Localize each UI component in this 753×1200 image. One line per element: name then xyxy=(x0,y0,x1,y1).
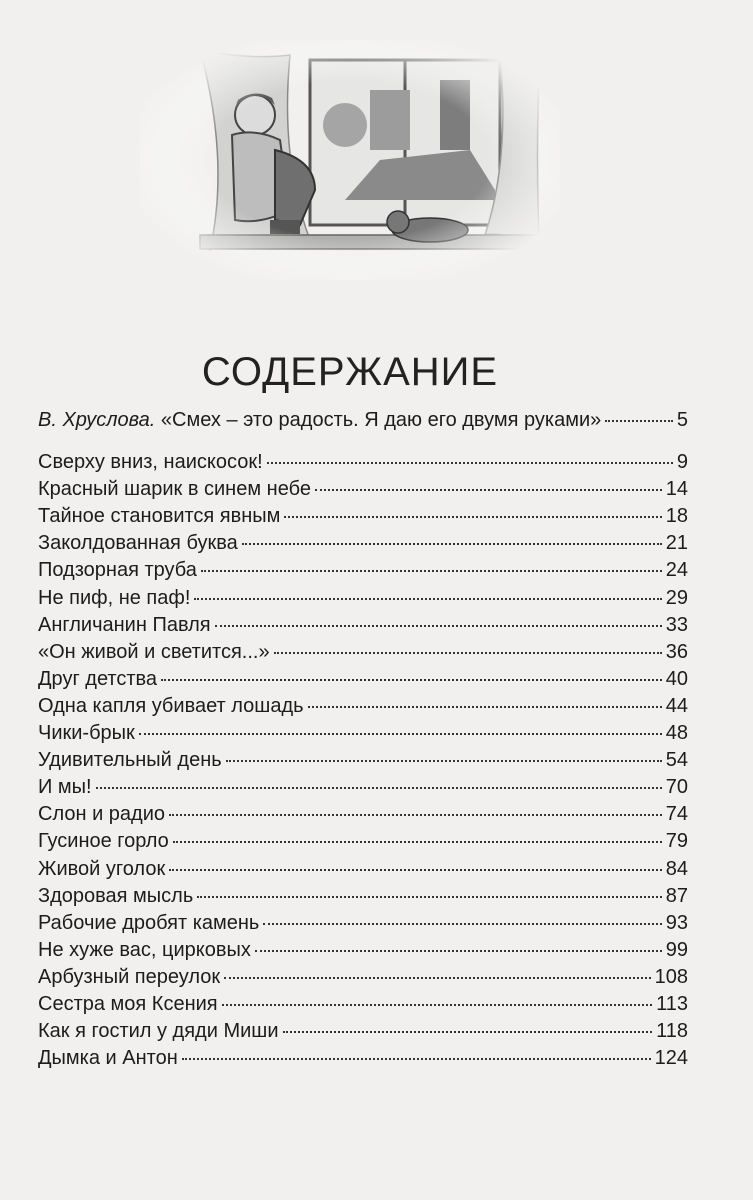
dot-leader xyxy=(242,543,662,545)
intro-author: В. Хруслова. xyxy=(38,409,156,431)
toc-entry-page: 99 xyxy=(665,938,688,961)
toc-intro-label xyxy=(38,408,601,432)
toc-entry xyxy=(38,558,688,582)
dot-leader xyxy=(267,462,673,464)
toc-entry-page: 29 xyxy=(665,586,688,609)
toc-entry xyxy=(38,450,688,474)
toc-entry-title: «Он живой и светится...» xyxy=(38,640,270,663)
dot-leader xyxy=(274,652,662,654)
dot-leader xyxy=(226,760,662,762)
toc-entry-title: Подзорная труба xyxy=(38,559,197,582)
toc-entry xyxy=(38,748,688,772)
toc-entry-title: Арбузный переулок xyxy=(38,965,221,988)
toc-entry xyxy=(38,992,688,1016)
dot-leader xyxy=(222,1004,653,1006)
toc-entry-title: Одна капля убивает лошадь xyxy=(38,694,304,717)
intro-title: «Смех – это радость. Я даю его двумя руками» xyxy=(160,409,602,431)
toc-entry-title: Удивительный день xyxy=(38,749,222,772)
toc-entry-page: 93 xyxy=(665,911,688,934)
toc-entry-title: Не хуже вас, цирковых xyxy=(38,938,251,961)
toc-entry-page: 9 xyxy=(676,451,688,473)
toc-entry-page: 108 xyxy=(654,965,688,988)
toc-entry-title: Друг детства xyxy=(38,667,158,690)
dot-leader xyxy=(96,787,662,789)
toc-entry-page: 118 xyxy=(656,1020,688,1043)
dot-leader xyxy=(139,733,662,735)
toc-intro-row xyxy=(38,408,688,432)
toc-entry-title: Заколдованная буква xyxy=(38,532,238,555)
toc-entry-page: 124 xyxy=(654,1047,688,1070)
toc-entry xyxy=(38,613,688,637)
toc-entry-title: Гусиное горло xyxy=(38,830,169,853)
toc-entry-page: 79 xyxy=(665,830,688,853)
toc-entry-title: Рабочие дробят камень xyxy=(38,911,260,934)
toc-entry-page: 74 xyxy=(665,803,688,826)
toc-entry-title: Не пиф, не паф! xyxy=(38,586,191,609)
toc-entry xyxy=(38,938,688,962)
toc-entry-page: 113 xyxy=(656,993,688,1015)
toc-entry xyxy=(38,477,688,501)
toc-entry xyxy=(38,775,688,799)
dot-leader xyxy=(194,598,661,600)
dot-leader xyxy=(197,896,662,898)
toc-entry xyxy=(38,640,688,664)
toc-entry xyxy=(38,1046,688,1070)
dot-leader xyxy=(215,625,662,627)
dot-leader xyxy=(182,1058,651,1060)
dot-leader xyxy=(283,1031,653,1033)
dot-leader xyxy=(308,706,662,708)
toc-entry xyxy=(38,911,688,935)
toc-entry xyxy=(38,829,688,853)
toc-entry-title: Красный шарик в синем небе xyxy=(38,478,311,501)
toc-entry-page: 36 xyxy=(665,640,688,663)
toc-entry-title: Англичанин Павля xyxy=(38,613,211,636)
toc-entry-title: Живой уголок xyxy=(38,857,166,880)
toc-entry-title: Сверху вниз, наискосок! xyxy=(38,451,263,473)
toc-entry xyxy=(38,586,688,610)
toc-entry xyxy=(38,884,688,908)
toc-entry xyxy=(38,802,688,826)
toc-entry-page: 70 xyxy=(665,776,688,799)
toc-entry xyxy=(38,721,688,745)
dot-leader xyxy=(169,814,662,816)
dot-leader xyxy=(255,950,662,952)
toc-entry-page: 21 xyxy=(665,532,688,555)
toc-entry xyxy=(38,965,688,989)
toc-entry-page: 40 xyxy=(665,667,688,690)
window-boy-cat-illustration xyxy=(140,40,560,280)
toc-entry-title: Слон и радио xyxy=(38,803,166,826)
toc-entry-title: Как я гостил у дяди Миши xyxy=(38,1020,279,1043)
toc-entry-title: Тайное становится явным xyxy=(38,505,281,528)
toc-entry-title: Чики-брык xyxy=(38,722,135,744)
dot-leader xyxy=(263,923,661,925)
dot-leader xyxy=(169,869,662,871)
page-title: СОДЕРЖАНИЕ xyxy=(201,350,499,394)
toc-entry-title: Сестра моя Ксения xyxy=(38,993,218,1015)
toc-entry xyxy=(38,694,688,718)
toc-entry-page: 18 xyxy=(665,505,688,528)
toc-entry xyxy=(38,1019,688,1043)
toc-entry xyxy=(38,857,688,881)
toc-entry-page: 24 xyxy=(665,559,688,582)
dot-leader xyxy=(201,570,662,572)
toc-entry-page: 44 xyxy=(665,694,688,717)
toc-entry-title: Дымка и Антон xyxy=(38,1047,178,1070)
dot-leader xyxy=(605,420,673,422)
toc-entry-page: 48 xyxy=(665,722,688,744)
toc-entry-page: 84 xyxy=(665,857,688,880)
dot-leader xyxy=(284,516,661,518)
dot-leader xyxy=(161,679,662,681)
toc-entry-title: И мы! xyxy=(38,776,92,799)
dot-leader xyxy=(315,489,662,491)
intro-page: 5 xyxy=(676,409,688,431)
dot-leader xyxy=(173,841,662,843)
toc-entry xyxy=(38,504,688,528)
toc-entry-page: 33 xyxy=(665,613,688,636)
toc-entry xyxy=(38,531,688,555)
toc-entry-title: Здоровая мысль xyxy=(38,884,194,907)
toc-entry-page: 14 xyxy=(665,478,688,501)
toc-entry xyxy=(38,667,688,691)
dot-leader xyxy=(224,977,651,979)
toc-entry-page: 87 xyxy=(665,884,688,907)
toc-entry-page: 54 xyxy=(665,749,688,772)
